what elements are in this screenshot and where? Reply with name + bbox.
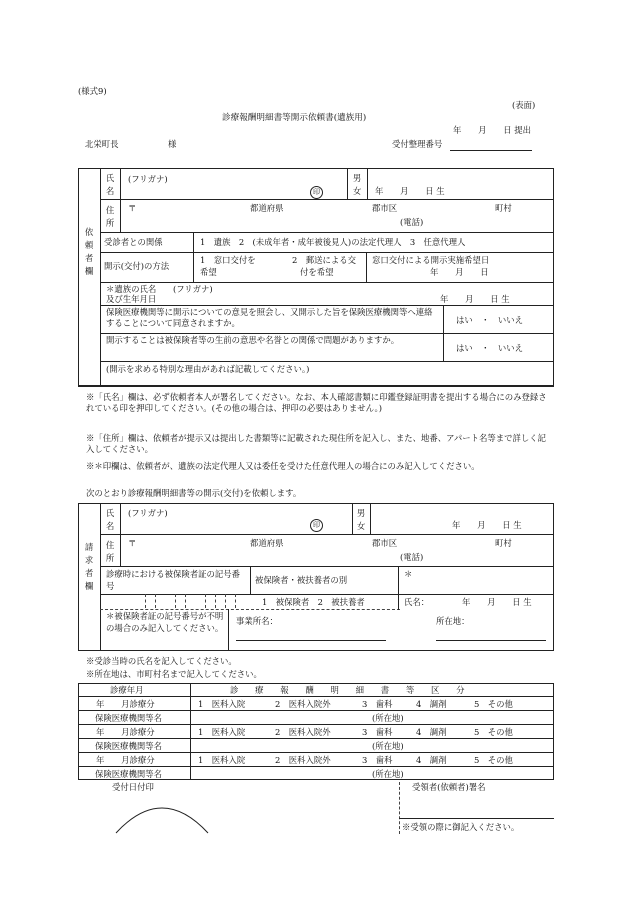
honorific: 様: [168, 139, 177, 149]
office-name-label: 事業所名：: [236, 616, 278, 626]
postal-mark: 〒: [128, 538, 137, 548]
row-month[interactable]: 年 月診療分: [96, 727, 155, 737]
option-dental[interactable]: 3 歯科: [362, 699, 393, 709]
option-inpatient[interactable]: 1 医科入院: [198, 727, 246, 737]
receipt-number-label: 受付整理番号: [392, 139, 443, 149]
prefecture-label: 都道府県: [250, 538, 284, 548]
window-date[interactable]: 年 月 日: [430, 267, 489, 277]
claimant-furigana: (フリガナ): [128, 508, 168, 518]
institution-label: 保険医療機関等名: [95, 741, 162, 751]
requester-side-label: 依頼者欄: [84, 227, 94, 277]
asterisk-mark: ＊: [404, 569, 413, 579]
note-name-at-visit: ※受診当時の氏名を記入してください。: [86, 656, 237, 666]
location-field[interactable]: [436, 640, 546, 641]
insured-birth: 年 月 日 生: [462, 597, 532, 607]
seal-icon: 印: [310, 519, 323, 532]
office-name-field[interactable]: [236, 640, 386, 641]
requester-birth: 年 月 日 生: [375, 186, 445, 196]
reception-stamp-area[interactable]: [112, 795, 212, 835]
note-address: ※「住所」欄は、依頼者が提示又は提出した書類等に記載された現住所を記入し、また、地番、アパート名等まで詳しく記入してください。: [86, 433, 546, 455]
option-other[interactable]: 5 その他: [474, 727, 513, 737]
phone-label: (電話): [400, 552, 424, 562]
prefecture-label: 都道府県: [250, 203, 284, 213]
option-outpatient[interactable]: 2 医科入院外: [275, 699, 331, 709]
city-label: 郡市区: [372, 203, 398, 213]
city-label: 郡市区: [372, 538, 398, 548]
claimant-side-label: 請求者欄: [84, 542, 94, 592]
option-pharmacy[interactable]: 4 調剤: [416, 699, 447, 709]
method-option-mail-2: 付を希望: [300, 267, 334, 277]
claimant-name-label: 氏名: [105, 508, 115, 532]
note-location: ※所在地は、市町村名まで記入してください。: [86, 669, 262, 679]
addressee: 北栄町長: [85, 139, 119, 149]
insured-type-options[interactable]: 1 被保険者 2 被扶養者: [262, 597, 365, 607]
window-date-label: 窓口交付による開示実施希望日: [372, 255, 490, 265]
recipient-signature-label: 受領者(依頼者)署名: [412, 782, 486, 792]
method-option-window[interactable]: 1 窓口交付を: [200, 255, 256, 265]
card-number-label: 診療時における被保険者証の記号番号: [106, 569, 240, 591]
no-card-note: ＊被保険者証の記号番号が不明の場合のみ記入してください。: [106, 611, 224, 633]
option-pharmacy[interactable]: 4 調剤: [416, 727, 447, 737]
column-header-month: 診療年月: [110, 685, 144, 695]
town-label: 町村: [495, 203, 512, 213]
card-number-field[interactable]: [106, 595, 248, 608]
side-label: (表面): [512, 100, 536, 110]
method-label: 開示(交付)の方法: [104, 261, 170, 271]
honor-question: 開示することは被保険者等の生前の意思や名誉との関係で問題がありますか。: [106, 335, 400, 345]
submission-date: 年 月 日 提出: [453, 125, 532, 135]
method-option-mail[interactable]: 2 郵送による交: [292, 255, 356, 265]
reception-stamp-label: 受付日付印: [112, 782, 154, 792]
form-number: (様式9): [78, 86, 107, 96]
institution-location: (所在地): [372, 713, 404, 723]
option-dental[interactable]: 3 歯科: [362, 755, 393, 765]
option-pharmacy[interactable]: 4 調剤: [416, 755, 447, 765]
seal-icon: 印: [310, 186, 323, 199]
recipient-signature-field[interactable]: [399, 818, 554, 819]
claimant-gender[interactable]: 男女: [356, 508, 366, 532]
note-asterisk: ※＊印欄は、依頼者が、遺族の法定代理人又は委任を受けた任意代理人の場合にのみ記入してください。: [86, 461, 480, 471]
institution-label: 保険医療機関等名: [95, 713, 162, 723]
requester-furigana: (フリガナ): [128, 174, 168, 184]
column-header-category: 診 療 報 酬 明 細 書 等 区 分: [230, 685, 465, 695]
requester-address-label: 住所: [105, 205, 115, 229]
option-other[interactable]: 5 その他: [474, 755, 513, 765]
row-month[interactable]: 年 月診療分: [96, 755, 155, 765]
relation-label: 受診者との関係: [104, 237, 163, 247]
special-reason[interactable]: (開示を求める特別な理由があれば記載してください。): [106, 364, 310, 374]
phone-label: (電話): [400, 217, 424, 227]
receipt-number-field[interactable]: [450, 150, 532, 151]
option-outpatient[interactable]: 2 医科入院外: [275, 755, 331, 765]
note-name: ※「氏名」欄は、必ず依頼者本人が署名してください。なお、本人確認書類に印鑑登録証明書を提出する場合にのみ登録されている印を押印してください。(その他の場合は、押印の必要はありません。): [86, 392, 547, 414]
insured-type-label: 被保険者・被扶養者の別: [255, 575, 348, 585]
bereaved-birth-label: 及び生年月日: [106, 294, 157, 304]
claimant-address-label: 住所: [105, 540, 115, 564]
option-inpatient[interactable]: 1 医科入院: [198, 699, 246, 709]
consent-answer[interactable]: はい ・ いいえ: [456, 315, 523, 325]
insured-name-label: 氏名：: [404, 597, 430, 607]
honor-answer[interactable]: はい ・ いいえ: [456, 343, 523, 353]
bereaved-birth: 年 月 日 生: [440, 294, 510, 304]
requester-name-label: 氏名: [105, 173, 115, 197]
consent-question: 保険医療機関等に開示についての意見を照会し、又開示した旨を保険医療機関等へ連絡することについて同意されますか。: [106, 307, 433, 329]
option-inpatient[interactable]: 1 医科入院: [198, 755, 246, 765]
bereaved-name-label: ＊遺族の氏名 (フリガナ): [106, 284, 213, 294]
page-title: 診療報酬明細書等開示依頼書(遺族用): [222, 113, 367, 123]
method-option-window-2: 希望: [200, 267, 217, 277]
relation-options[interactable]: 1 遺族 2 (未成年者・成年被後見人)の法定代理人 3 任意代理人: [200, 237, 466, 247]
row-month[interactable]: 年 月診療分: [96, 699, 155, 709]
institution-location: (所在地): [372, 769, 404, 779]
option-other[interactable]: 5 その他: [474, 699, 513, 709]
institution-location: (所在地): [372, 741, 404, 751]
requester-gender[interactable]: 男女: [352, 173, 362, 197]
claimant-birth: 年 月 日 生: [452, 520, 522, 530]
option-dental[interactable]: 3 歯科: [362, 727, 393, 737]
recipient-note: ※受領の際に御記入ください。: [402, 822, 520, 832]
institution-label: 保険医療機関等名: [95, 769, 162, 779]
location-label: 所在地：: [436, 616, 470, 626]
town-label: 町村: [495, 538, 512, 548]
claimant-name-field[interactable]: [128, 518, 338, 532]
intro-text: 次のとおり診療報酬明細書等の開示(交付)を依頼します。: [86, 488, 302, 498]
postal-mark: 〒: [128, 203, 137, 213]
requester-name-field[interactable]: [128, 182, 338, 196]
option-outpatient[interactable]: 2 医科入院外: [275, 727, 331, 737]
